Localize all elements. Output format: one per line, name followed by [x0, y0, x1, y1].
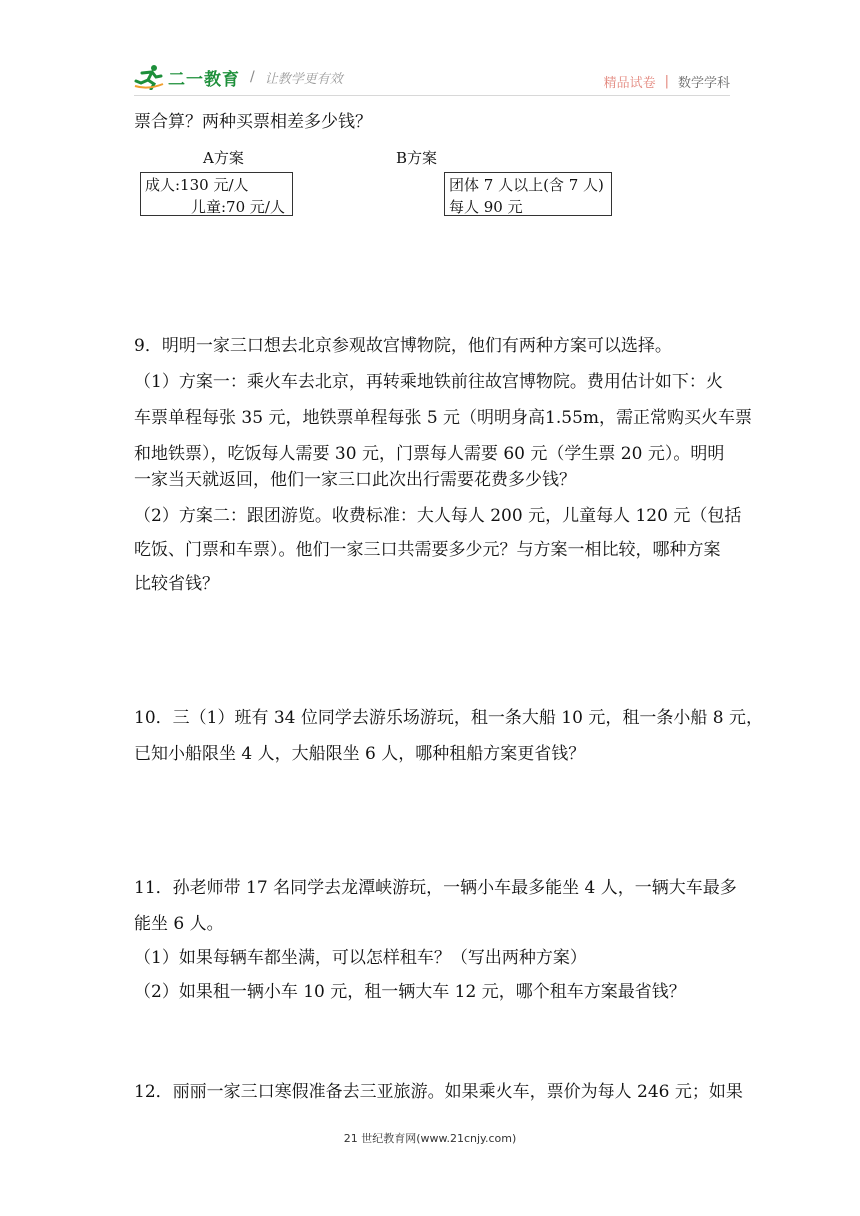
q9-line-5: 一家当天就返回，他们一家三口此次出行需要花费多少钱？ [134, 470, 576, 490]
q10-line-1: 10．三（1）班有 34 位同学去游乐场游玩，租一条大船 10 元，租一条小船 8 元， [134, 708, 763, 728]
plan-a-box [140, 172, 293, 216]
q10-line-2: 已知小船限坐 4 人，大船限坐 6 人，哪种租船方案更省钱？ [134, 744, 586, 764]
logo [134, 64, 343, 90]
q9-line-8: 比较省钱？ [134, 574, 219, 594]
q11-line-2: 能坐 6 人。 [134, 914, 224, 934]
plan-b-group: 团体 7 人以上(含 7 人) [449, 176, 604, 194]
q12-line-1: 12．丽丽一家三口寒假准备去三亚旅游。如果乘火车，票价为每人 246 元；如果 [134, 1082, 743, 1102]
slogan: 让教学更有效 [264, 71, 343, 87]
logo-separator: / [250, 69, 255, 85]
header-tag: 精品试卷 [603, 76, 656, 91]
q9-line-4: 和地铁票），吃饭每人需要 30 元，门票每人需要 60 元（学生票 20 元）。明明 [134, 444, 725, 464]
plan-b-title: B方案 [396, 149, 438, 167]
plan-b-price: 每人 90 元 [449, 198, 523, 216]
header-divider: | [664, 74, 669, 89]
q9-line-6: （2）方案二：跟团游览。收费标准：大人每人 200 元，儿童每人 120 元（包括 [134, 506, 742, 526]
header-subject: 数学学科 [677, 76, 730, 91]
brand-name: 二一教育 [168, 69, 240, 90]
plan-a-title: A方案 [203, 149, 244, 167]
plan-a-child: 儿童:70 元/人 [191, 198, 285, 216]
q8-text: 票合算？两种买票相差多少钱？ [134, 112, 372, 132]
q9-line-7: 吃饭、门票和车票）。他们一家三口共需要多少元？与方案一相比较，哪种方案 [134, 540, 721, 560]
q11-line-4: （2）如果租一辆小车 10 元，租一辆大车 12 元，哪个租车方案最省钱？ [134, 982, 686, 1002]
header-rule [134, 95, 730, 96]
q9-line-2: （1）方案一：乘火车去北京，再转乘地铁前往故宫博物院。费用估计如下：火 [134, 372, 723, 392]
q11-line-1: 11．孙老师带 17 名同学去龙潭峡游玩，一辆小车最多能坐 4 人，一辆大车最多 [134, 878, 737, 898]
page-header [0, 0, 860, 100]
q9-line-1: 9．明明一家三口想去北京参观故宫博物院，他们有两种方案可以选择。 [134, 336, 672, 356]
q11-line-3: （1）如果每辆车都坐满，可以怎样租车？（写出两种方案） [134, 948, 587, 968]
q9-line-3: 车票单程每张 35 元，地铁票单程每张 5 元（明明身高1.55m，需正常购买火车票 [134, 408, 753, 428]
header-right [604, 72, 730, 91]
page-footer: 21 世纪教育网(www.21cnjy.com) [343, 1132, 517, 1145]
plan-a-adult: 成人:130 元/人 [145, 176, 249, 194]
running-man-icon [134, 64, 164, 90]
plan-b-box [444, 172, 612, 216]
